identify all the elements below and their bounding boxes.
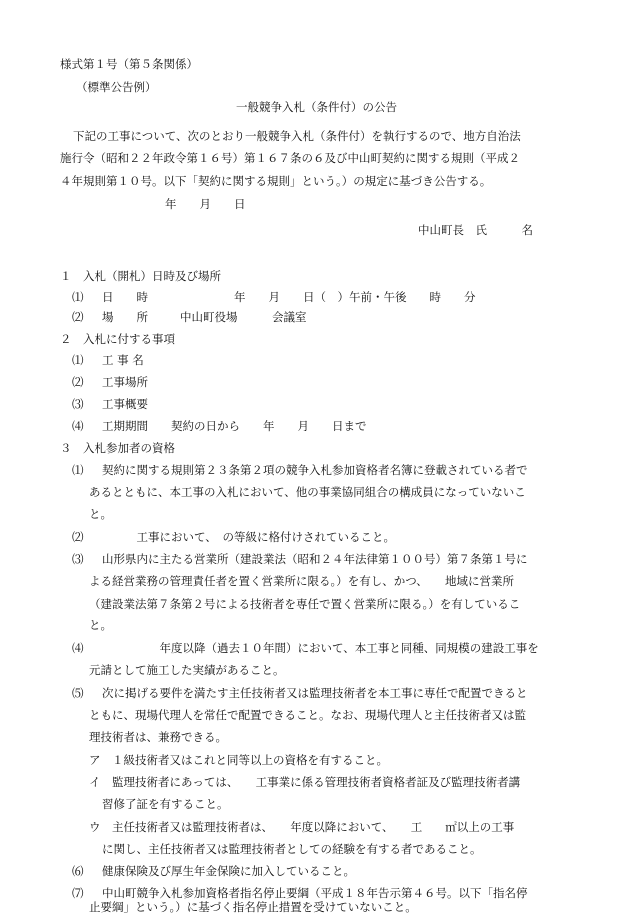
qualification-3-line-3: （建設業法第７条第２号による技術者を専任で置く営業所に限る。）を有しているこ [89,597,521,611]
item-number: ⑷ [72,641,84,655]
section-1-heading: １ 入札（開札）日時及び場所 [60,269,221,283]
qualification-4-line-2: 元請として施工した実績があること。 [89,663,285,677]
qualification-7-line-1: 中山町競争入札参加資格者指名停止要綱（平成１８年告示第４６号。以下「指名停 [102,886,528,900]
construction-period: 工期期間 契約の日から 年 月 日まで [102,419,367,433]
place-value: 中山町役場 会議室 [180,310,307,324]
item-number: ⑵ [72,530,84,544]
item-number: ⑴ [72,290,84,304]
signature: 中山町長 氏 名 [418,223,533,237]
sub-item-a: ア １級技術者又はこれと同等以上の資格を有すること。 [89,753,388,767]
qualification-1-line-3: と。 [89,507,112,521]
item-number: ⑷ [72,419,84,433]
qualification-4-line-1: 年度以降（過去１０年間）において、本工事と同種、同規模の建設工事を [102,641,539,655]
intro-line-1: 下記の工事について、次のとおり一般競争入札（条件付）を執行するので、地方自治法 [73,129,521,143]
sub-item-u-line-2: に関し、主任技術者又は監理技術者としての経験を有する者であること。 [102,842,482,856]
construction-site-label: 工事場所 [102,375,148,389]
construction-name-label: 工 事 名 [102,353,144,367]
datetime-value: 年 月 日（ ）午前・午後 時 分 [234,290,476,304]
intro-line-2: 施行令（昭和２２年政令第１６号）第１６７条の６及び中山町契約に関する規則（平成２ [60,151,520,165]
qualification-6: 健康保険及び厚生年金保険に加入していること。 [102,864,355,878]
section-3-heading: ３ 入札参加者の資格 [60,441,175,455]
item-number: ⑺ [72,886,84,900]
item-number: ⑵ [72,375,84,389]
page-title: 一般競争入札（条件付）の公告 [236,100,397,114]
section-2-heading: ２ 入札に付する事項 [60,332,175,346]
sub-item-u-line-1: ウ 主任技術者又は監理技術者は、 年度以降において、 工 ㎡以上の工事 [89,820,515,834]
item-number: ⑶ [72,397,84,411]
item-number: ⑴ [72,353,84,367]
item-number: ⑹ [72,864,84,878]
qualification-7-line-2: 止要綱」という。）に基づく指名停止措置を受けていないこと。 [89,900,417,914]
qualification-1-line-1: 契約に関する規則第２３条第２項の競争入札参加資格者名簿に登載されている者で [102,463,528,477]
intro-line-3: ４年規則第１０号。以下「契約に関する規則」という。）の規定に基づき公告する。 [60,174,492,188]
construction-overview-label: 工事概要 [102,397,148,411]
datetime-label: 日 時 [102,290,148,304]
sub-item-i-line-1: イ 監理技術者にあっては、 工事業に係る管理技術者資格者証及び監理技術者講 [89,775,521,789]
qualification-5-line-1: 次に掲げる要件を満たす主任技術者又は監理技術者を本工事に専任で配置できると [102,686,528,700]
item-number: ⑴ [72,463,84,477]
item-number: ⑶ [72,552,84,566]
form-number: 様式第１号（第５条関係） [60,57,198,71]
date-line: 年 月 日 [165,197,246,211]
item-number: ⑸ [72,686,84,700]
sub-item-i-line-2: 習修了証を有すること。 [102,797,229,811]
item-number: ⑵ [72,310,84,324]
qualification-3-line-4: と。 [89,618,112,632]
qualification-3-line-2: よる経営業務の管理責任者を置く営業所に限る。）を有し、かつ、 地域に営業所 [89,574,515,588]
qualification-5-line-2: ともに、現場代理人を常任で配置できること。なお、現場代理人と主任技術者又は監 [89,708,526,722]
example-note: （標準公告例） [76,80,157,94]
qualification-5-line-3: 理技術者は、兼務できる。 [89,730,227,744]
qualification-3-line-1: 山形県内に主たる営業所（建設業法（昭和２４年法律第１００号）第７条第１号に [102,552,528,566]
place-label: 場 所 [102,310,148,324]
qualification-2: 工事において、 の等級に格付けされていること。 [102,530,396,544]
qualification-1-line-2: あるとともに、本工事の入札において、他の事業協同組合の構成員になっていないこ [89,485,526,499]
